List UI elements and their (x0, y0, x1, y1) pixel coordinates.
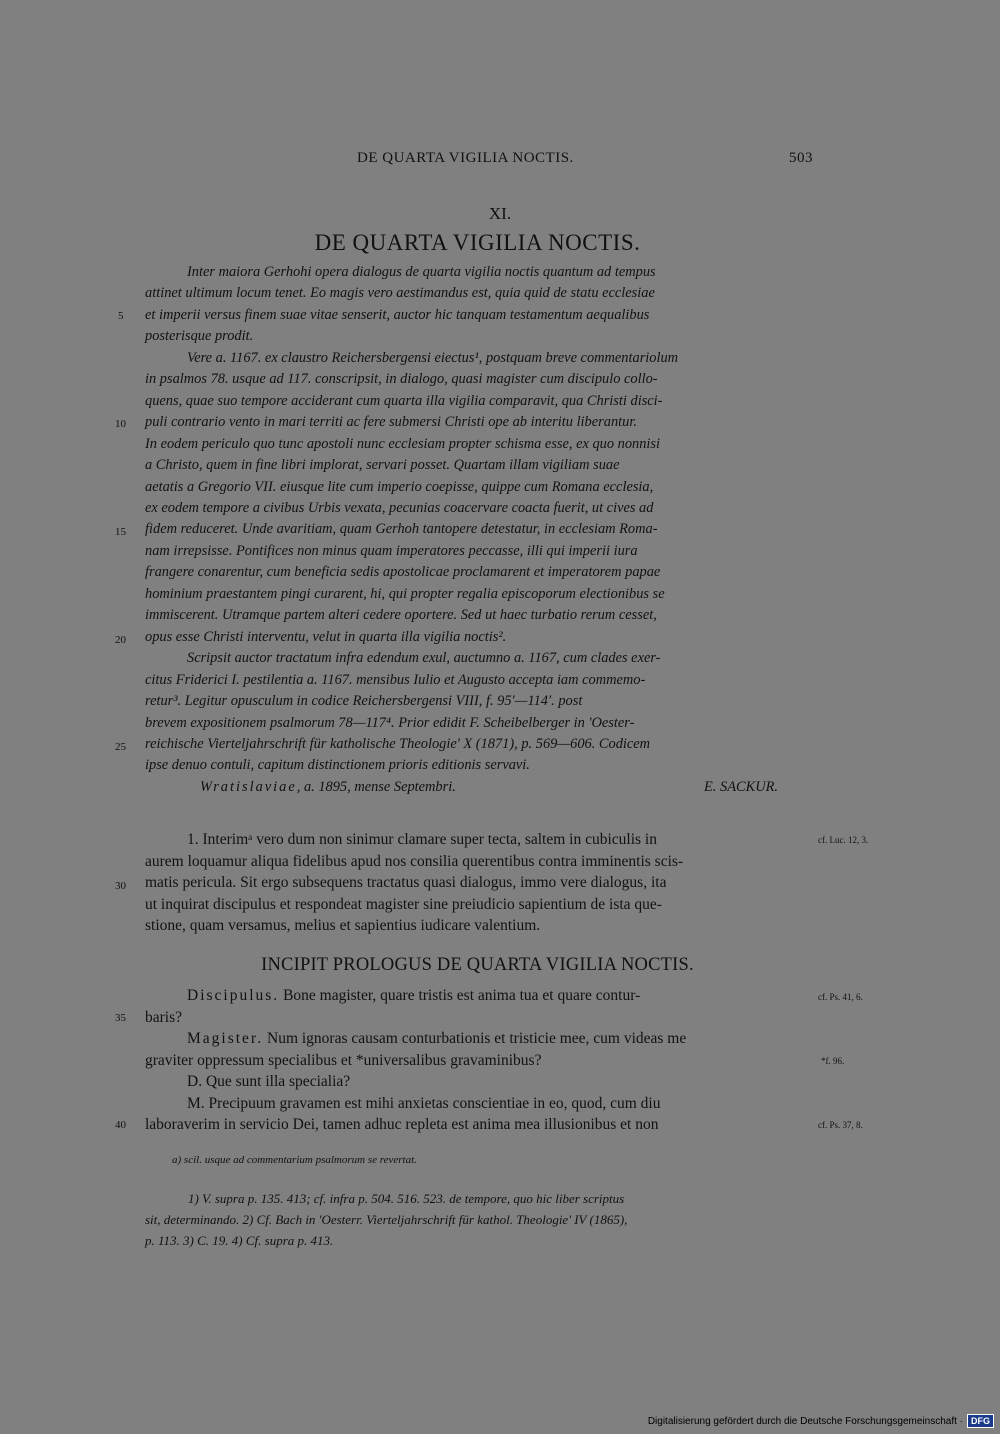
margin-reference: cf. Luc. 12, 3. (818, 835, 869, 845)
dialogue-line: laboraverim in servicio Dei, tamen adhuc repleta est anima mea illusionibus et non (145, 1116, 659, 1133)
main-line: ut inquirat discipulus et respondeat magister sine preiudicio sapientium de ista que- (145, 895, 662, 913)
margin-reference: cf. Ps. 37, 8. (818, 1120, 863, 1130)
footer-credit (648, 1414, 994, 1428)
editor-introduction (145, 262, 813, 798)
margin-reference: cf. Ps. 41, 6. (818, 992, 863, 1002)
dialogue-text (145, 985, 813, 1136)
intro-line: in psalmos 78. usque ad 117. conscripsit, in dialogo, quasi magister cum discipulo collo- (145, 371, 658, 388)
intro-line: ex eodem tempore a civibus Urbis vexata, pecunias coacervare coacta fuerit, ut cives ad (145, 499, 654, 516)
dialogue-line: M. Precipuum gravamen est mihi anxietas conscientiae in eo, quod, cum diu (187, 1094, 661, 1112)
incipit-heading: INCIPIT PROLOGUS DE QUARTA VIGILIA NOCTIS. (261, 955, 694, 975)
signature-date: , a. 1895, mense Septembri. (296, 778, 456, 795)
intro-line: fidem reduceret. Unde avaritiam, quam Gerhoh tantopere detestatur, in ecclesiam Roma- (145, 521, 658, 538)
intro-line: puli contrario vento in mari territi ac fere submersi Christi ope ab interitu liberantur. (145, 414, 637, 431)
intro-line: immiscerent. Utramque partem alteri cedere oportere. Sed ut haec turbatio rerum cesset, (145, 607, 657, 624)
intro-line: et imperii versus finem suae vitae senserit, auctor hic tanquam testamentum aequalibus (145, 306, 650, 323)
footnote-line: sit, determinando. 2) Cf. Bach in 'Oesterr. Vierteljahrschrift für kathol. Theologie' IV (1865), (145, 1212, 628, 1227)
footer-text: Digitalisierung gefördert durch die Deutsche Forschungsgemeinschaft · (647, 1415, 963, 1427)
speaker-disciple: Discipulus. (187, 987, 280, 1004)
intro-line: attinet ultimum locum tenet. Eo magis vero aestimandus est, quia quid de statu ecclesiae (145, 285, 655, 302)
running-header (145, 150, 813, 170)
running-title: DE QUARTA VIGILIA NOCTIS. (357, 150, 574, 166)
line-number: 20 (115, 634, 126, 646)
intro-line: hominium praestantem pingi curarent, hi, qui propter regalia episcoporum electionibus se (145, 585, 665, 602)
intro-line: nam irrepsisse. Pontifices non minus quam imperatores peccasse, illi qui imperii iura (145, 542, 638, 559)
signature-place: Wratislaviae (200, 778, 297, 795)
intro-line: a Christo, quem in fine libri implorat, servari posset. Quartam illam vigiliam suae (145, 457, 620, 474)
line-number: 35 (115, 1012, 126, 1024)
intro-line: ipse denuo contuli, capitum distinctionem prioris editionis servavi. (145, 757, 530, 774)
main-text (145, 829, 813, 937)
intro-line: brevem expositionem psalmorum 78—117⁴. Prior edidit F. Scheibelberger in 'Oester- (145, 714, 635, 731)
main-line: matis pericula. Sit ergo subsequens tractatus quasi dialogus, immo vere dialogus, ita (145, 874, 667, 891)
signature-author: E. SACKUR. (704, 778, 778, 795)
dfg-logo: DFG (967, 1414, 994, 1428)
main-line: stione, quam versamus, melius et sapientius iudicare valentium. (145, 917, 541, 934)
speaker-master: Magister. (187, 1030, 264, 1047)
intro-line: frangere conarentur, cum beneficia sedis apostolicae proclamarent et imperatorem papae (145, 564, 661, 581)
line-number: 30 (115, 880, 126, 892)
intro-line: aetatis a Gregorio VII. eiusque lite cum imperio coepisse, quippe cum Romana ecclesia, (145, 478, 654, 495)
dialogue-line: graviter oppressum specialibus et *universalibus gravaminibus? (145, 1051, 542, 1069)
intro-line: quens, quae suo tempore acciderant cum quarta illa vigilia comparavit, qua Christi disci- (145, 392, 663, 409)
intro-line: retur³. Legitur opusculum in codice Reichersbergensi VIII, f. 95′—114′. post (145, 693, 583, 710)
section-number: XI. (488, 204, 512, 223)
footnote-line: p. 113. 3) C. 19. 4) Cf. supra p. 413. (145, 1233, 334, 1248)
main-line: aurem loquamur aliqua fidelibus apud nos consilia querentibus contra imminentis scis- (145, 852, 684, 870)
line-number: 5 (118, 310, 124, 322)
intro-line: Vere a. 1167. ex claustro Reichersbergensi eiectus¹, postquam breve commentariolum (187, 349, 679, 366)
line-number: 10 (115, 418, 126, 430)
dialogue-line: D. Que sunt illa specialia? (187, 1073, 351, 1090)
dialogue-line: baris? (145, 1008, 183, 1026)
section-title: DE QUARTA VIGILIA NOCTIS. (314, 230, 641, 255)
intro-line: In eodem periculo quo tunc apostoli nunc ecclesiam propter schisma esse, ex quo nonnisi (145, 435, 661, 452)
footnote-a: a) scil. usque ad commentarium psalmorum se revertat. (172, 1154, 417, 1166)
intro-line: opus esse Christi interventu, velut in quarta illa vigilia noctis². (145, 628, 507, 645)
main-line: 1. Interimᵃ vero dum non sinimur clamare super tecta, saltem in cubiculis in (187, 831, 657, 848)
dialogue-line: Magister. Num ignoras causam conturbationis et tristicie mee, cum videas me (187, 1030, 687, 1047)
page-number: 503 (789, 150, 813, 166)
intro-line: reichische Vierteljahrschrift für katholische Theologie' X (1871), p. 569—606. Codicem (145, 735, 651, 752)
footnote-line: 1) V. supra p. 135. 413; cf. infra p. 504. 516. 523. de tempore, quo hic liber scriptus (188, 1191, 625, 1206)
intro-line: posterisque prodit. (145, 328, 254, 345)
dialogue-line: Discipulus. Bone magister, quare tristis est anima tua et quare contur- (187, 987, 641, 1004)
line-number: 40 (115, 1119, 126, 1131)
intro-line: Inter maiora Gerhohi opera dialogus de quarta vigilia noctis quantum ad tempus (187, 264, 656, 280)
line-number: 25 (115, 741, 126, 753)
signature (145, 777, 813, 798)
intro-line: citus Friderici I. pestilentia a. 1167. mensibus Iulio et Augusto accepta iam commemo- (145, 671, 646, 688)
line-number: 15 (115, 526, 126, 538)
intro-line: Scripsit auctor tractatum infra edendum exul, auctumno a. 1167, cum clades exer- (187, 650, 661, 667)
footnotes (145, 1188, 813, 1251)
margin-reference: *f. 96. (821, 1056, 845, 1066)
